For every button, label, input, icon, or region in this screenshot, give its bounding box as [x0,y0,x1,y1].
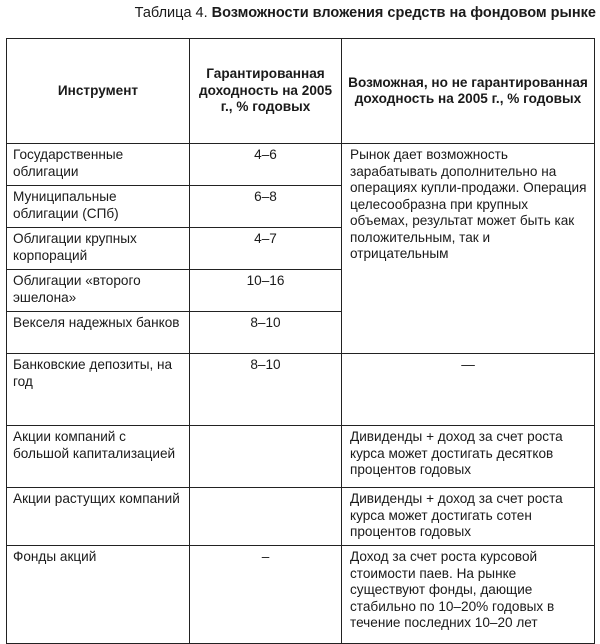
investment-table [6,38,595,644]
table-caption [0,0,596,24]
row-instrument: Облигации «второго эшелона» [7,270,190,312]
row-guaranteed [190,426,342,488]
row-instrument: Акции растущих компаний [7,488,190,546]
row-guaranteed: – [190,546,342,644]
row-guaranteed: 10–16 [190,270,342,312]
row-guaranteed: 6–8 [190,186,342,228]
table-row [7,144,595,186]
row-instrument: Акции компаний с большой капитализацией [7,426,190,488]
header-possible: Возможная, но не гарантированная доходность на 2005 г., % годовых [342,39,595,144]
header-instrument: Инструмент [7,39,190,144]
header-guaranteed: Гарантированная доходность на 2005 г., % годовых [190,39,342,144]
row-guaranteed: 4–7 [190,228,342,270]
table-row [7,488,595,546]
row-instrument: Облигации крупных корпораций [7,228,190,270]
caption-title: Возможности вложения средств на фондовом рынке [211,5,596,21]
row-possible: Дивиденды + доход за счет роста курса может достигать сотен процентов годовых [342,488,595,546]
row-instrument: Муниципальные облигации (СПб) [7,186,190,228]
row-guaranteed: 8–10 [190,312,342,354]
row-possible: Дивиденды + доход за счет роста курса может достигать десятков процентов годовых [342,426,595,488]
row-guaranteed: 4–6 [190,144,342,186]
row-instrument: Фонды акций [7,546,190,644]
row-instrument: Государственные облигации [7,144,190,186]
row-possible: Доход за счет роста курсовой стоимости паев. На рынке существуют фонды, дающие стабильно по 10–20% годовых в течение последних 10–20 лет [342,546,595,644]
bonds-note: Рынок дает возможность зарабатывать дополнительно на операциях купли-продажи. Операция целесообразна при крупных объемах, результат может быть как положительным, так и отрицательным [342,144,595,354]
header-row [7,39,595,144]
table-row [7,546,595,644]
table-row [7,354,595,426]
row-guaranteed [190,488,342,546]
row-possible: — [342,354,595,426]
row-instrument: Векселя надежных банков [7,312,190,354]
table-row [7,426,595,488]
row-guaranteed: 8–10 [190,354,342,426]
row-instrument: Банковские депозиты, на год [7,354,190,426]
caption-prefix: Таблица 4. [134,5,208,21]
